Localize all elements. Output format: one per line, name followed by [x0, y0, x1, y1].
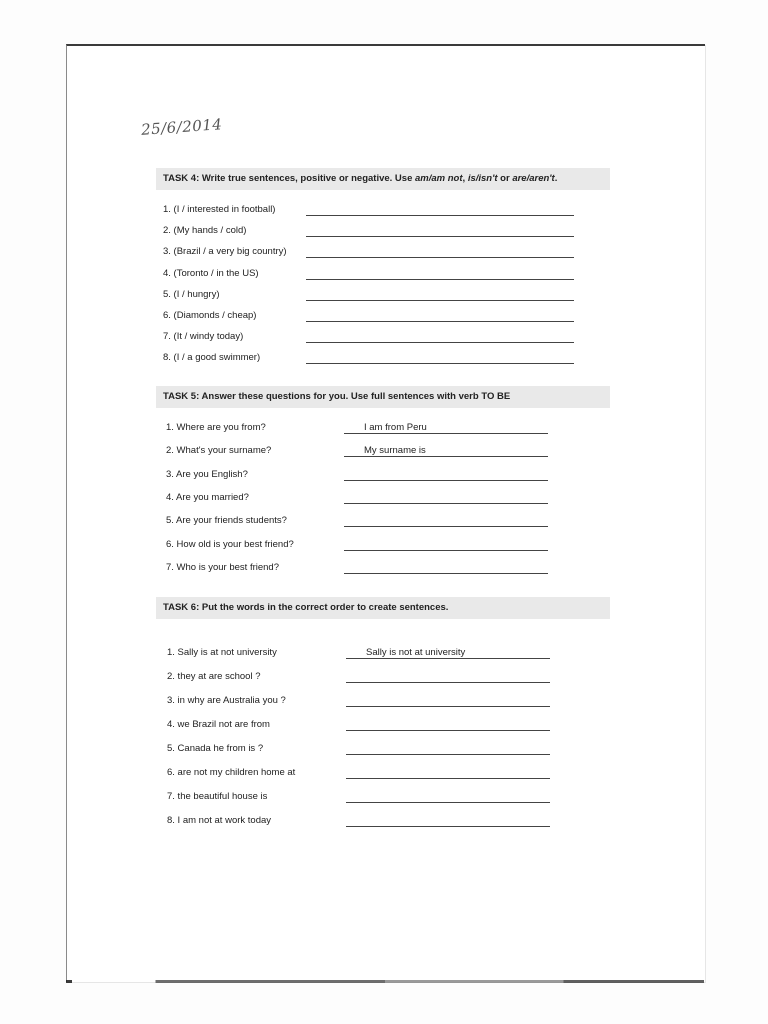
task5-question: 5. Are your friends students? — [166, 515, 287, 526]
task4-answer-line[interactable] — [306, 246, 574, 258]
task4-item-2 — [0, 225, 768, 241]
page-bottom-edge — [66, 980, 704, 983]
task5-answer-line[interactable] — [344, 492, 548, 504]
task6-answer-line[interactable] — [346, 719, 550, 731]
task6-item-7 — [0, 791, 768, 807]
task4-item-1 — [0, 204, 768, 220]
task6-answer-line[interactable]: Sally is not at university — [346, 647, 550, 659]
task6-answer-line[interactable] — [346, 791, 550, 803]
handwritten-date: 25/6/2014 — [140, 115, 223, 139]
task5-question: 6. How old is your best friend? — [166, 539, 294, 550]
task6-answer-line[interactable] — [346, 815, 550, 827]
task6-question: 1. Sally is at not university — [167, 647, 277, 658]
task6-question: 7. the beautiful house is — [167, 791, 268, 802]
task6-question: 6. are not my children home at — [167, 767, 296, 778]
task6-question: 8. I am not at work today — [167, 815, 272, 826]
task6-item-2 — [0, 671, 768, 687]
task5-question: 7. Who is your best friend? — [166, 562, 279, 573]
task5-answer-line[interactable] — [344, 469, 548, 481]
task4-item-5 — [0, 289, 768, 305]
task5-question: 1. Where are you from? — [166, 422, 266, 433]
task5-question: 4. Are you married? — [166, 492, 249, 503]
task5-answer-line[interactable]: My surname is — [344, 445, 548, 457]
task5-answer-line[interactable] — [344, 539, 548, 551]
task6-item-3 — [0, 695, 768, 711]
task4-question: 7. (It / windy today) — [163, 331, 244, 342]
task5-item-7 — [0, 562, 768, 578]
task4-question: 8. (I / a good swimmer) — [163, 352, 261, 363]
task4-question: 2. (My hands / cold) — [163, 225, 247, 236]
task6-answer-line[interactable] — [346, 671, 550, 683]
task4-question: 4. (Toronto / in the US) — [163, 268, 259, 279]
task4-answer-line[interactable] — [306, 225, 574, 237]
task5-question: 2. What's your surname? — [166, 445, 272, 456]
task4-answer-line[interactable] — [306, 352, 574, 364]
task5-answer-line[interactable] — [344, 515, 548, 527]
task6-question: 2. they at are school ? — [167, 671, 261, 682]
task5-item-3 — [0, 469, 768, 485]
task5-item-2 — [0, 445, 768, 461]
task6-question: 5. Canada he from is ? — [167, 743, 264, 754]
task5-header: TASK 5: Answer these questions for you. Use full sentences with verb TO BE — [156, 386, 610, 408]
task4-header: TASK 4: Write true sentences, positive or negative. Use am/am not, is/isn't or are/aren't. — [156, 168, 610, 190]
task4-item-6 — [0, 310, 768, 326]
task5-item-4 — [0, 492, 768, 508]
task5-item-1 — [0, 422, 768, 438]
task4-item-4 — [0, 268, 768, 284]
task6-question: 3. in why are Australia you ? — [167, 695, 286, 706]
task6-item-1 — [0, 647, 768, 663]
task6-answer-line[interactable] — [346, 695, 550, 707]
task6-item-8 — [0, 815, 768, 831]
task6-header: TASK 6: Put the words in the correct order to create sentences. — [156, 597, 610, 619]
task4-item-7 — [0, 331, 768, 347]
task4-item-8 — [0, 352, 768, 368]
task4-answer-line[interactable] — [306, 310, 574, 322]
task4-answer-line[interactable] — [306, 331, 574, 343]
task4-question: 1. (I / interested in football) — [163, 204, 276, 215]
task4-answer-line[interactable] — [306, 268, 574, 280]
task5-item-5 — [0, 515, 768, 531]
task4-answer-line[interactable] — [306, 204, 574, 216]
task5-item-6 — [0, 539, 768, 555]
task6-item-4 — [0, 719, 768, 735]
task5-question: 3. Are you English? — [166, 469, 248, 480]
task4-question: 3. (Brazil / a very big country) — [163, 246, 287, 257]
task4-question: 5. (I / hungry) — [163, 289, 220, 300]
task4-item-3 — [0, 246, 768, 262]
task5-answer-line[interactable]: I am from Peru — [344, 422, 548, 434]
task6-question: 4. we Brazil not are from — [167, 719, 270, 730]
task5-answer-line[interactable] — [344, 562, 548, 574]
task4-answer-line[interactable] — [306, 289, 574, 301]
task6-answer-line[interactable] — [346, 743, 550, 755]
task4-question: 6. (Diamonds / cheap) — [163, 310, 257, 321]
task6-answer-line[interactable] — [346, 767, 550, 779]
task6-item-5 — [0, 743, 768, 759]
task6-item-6 — [0, 767, 768, 783]
